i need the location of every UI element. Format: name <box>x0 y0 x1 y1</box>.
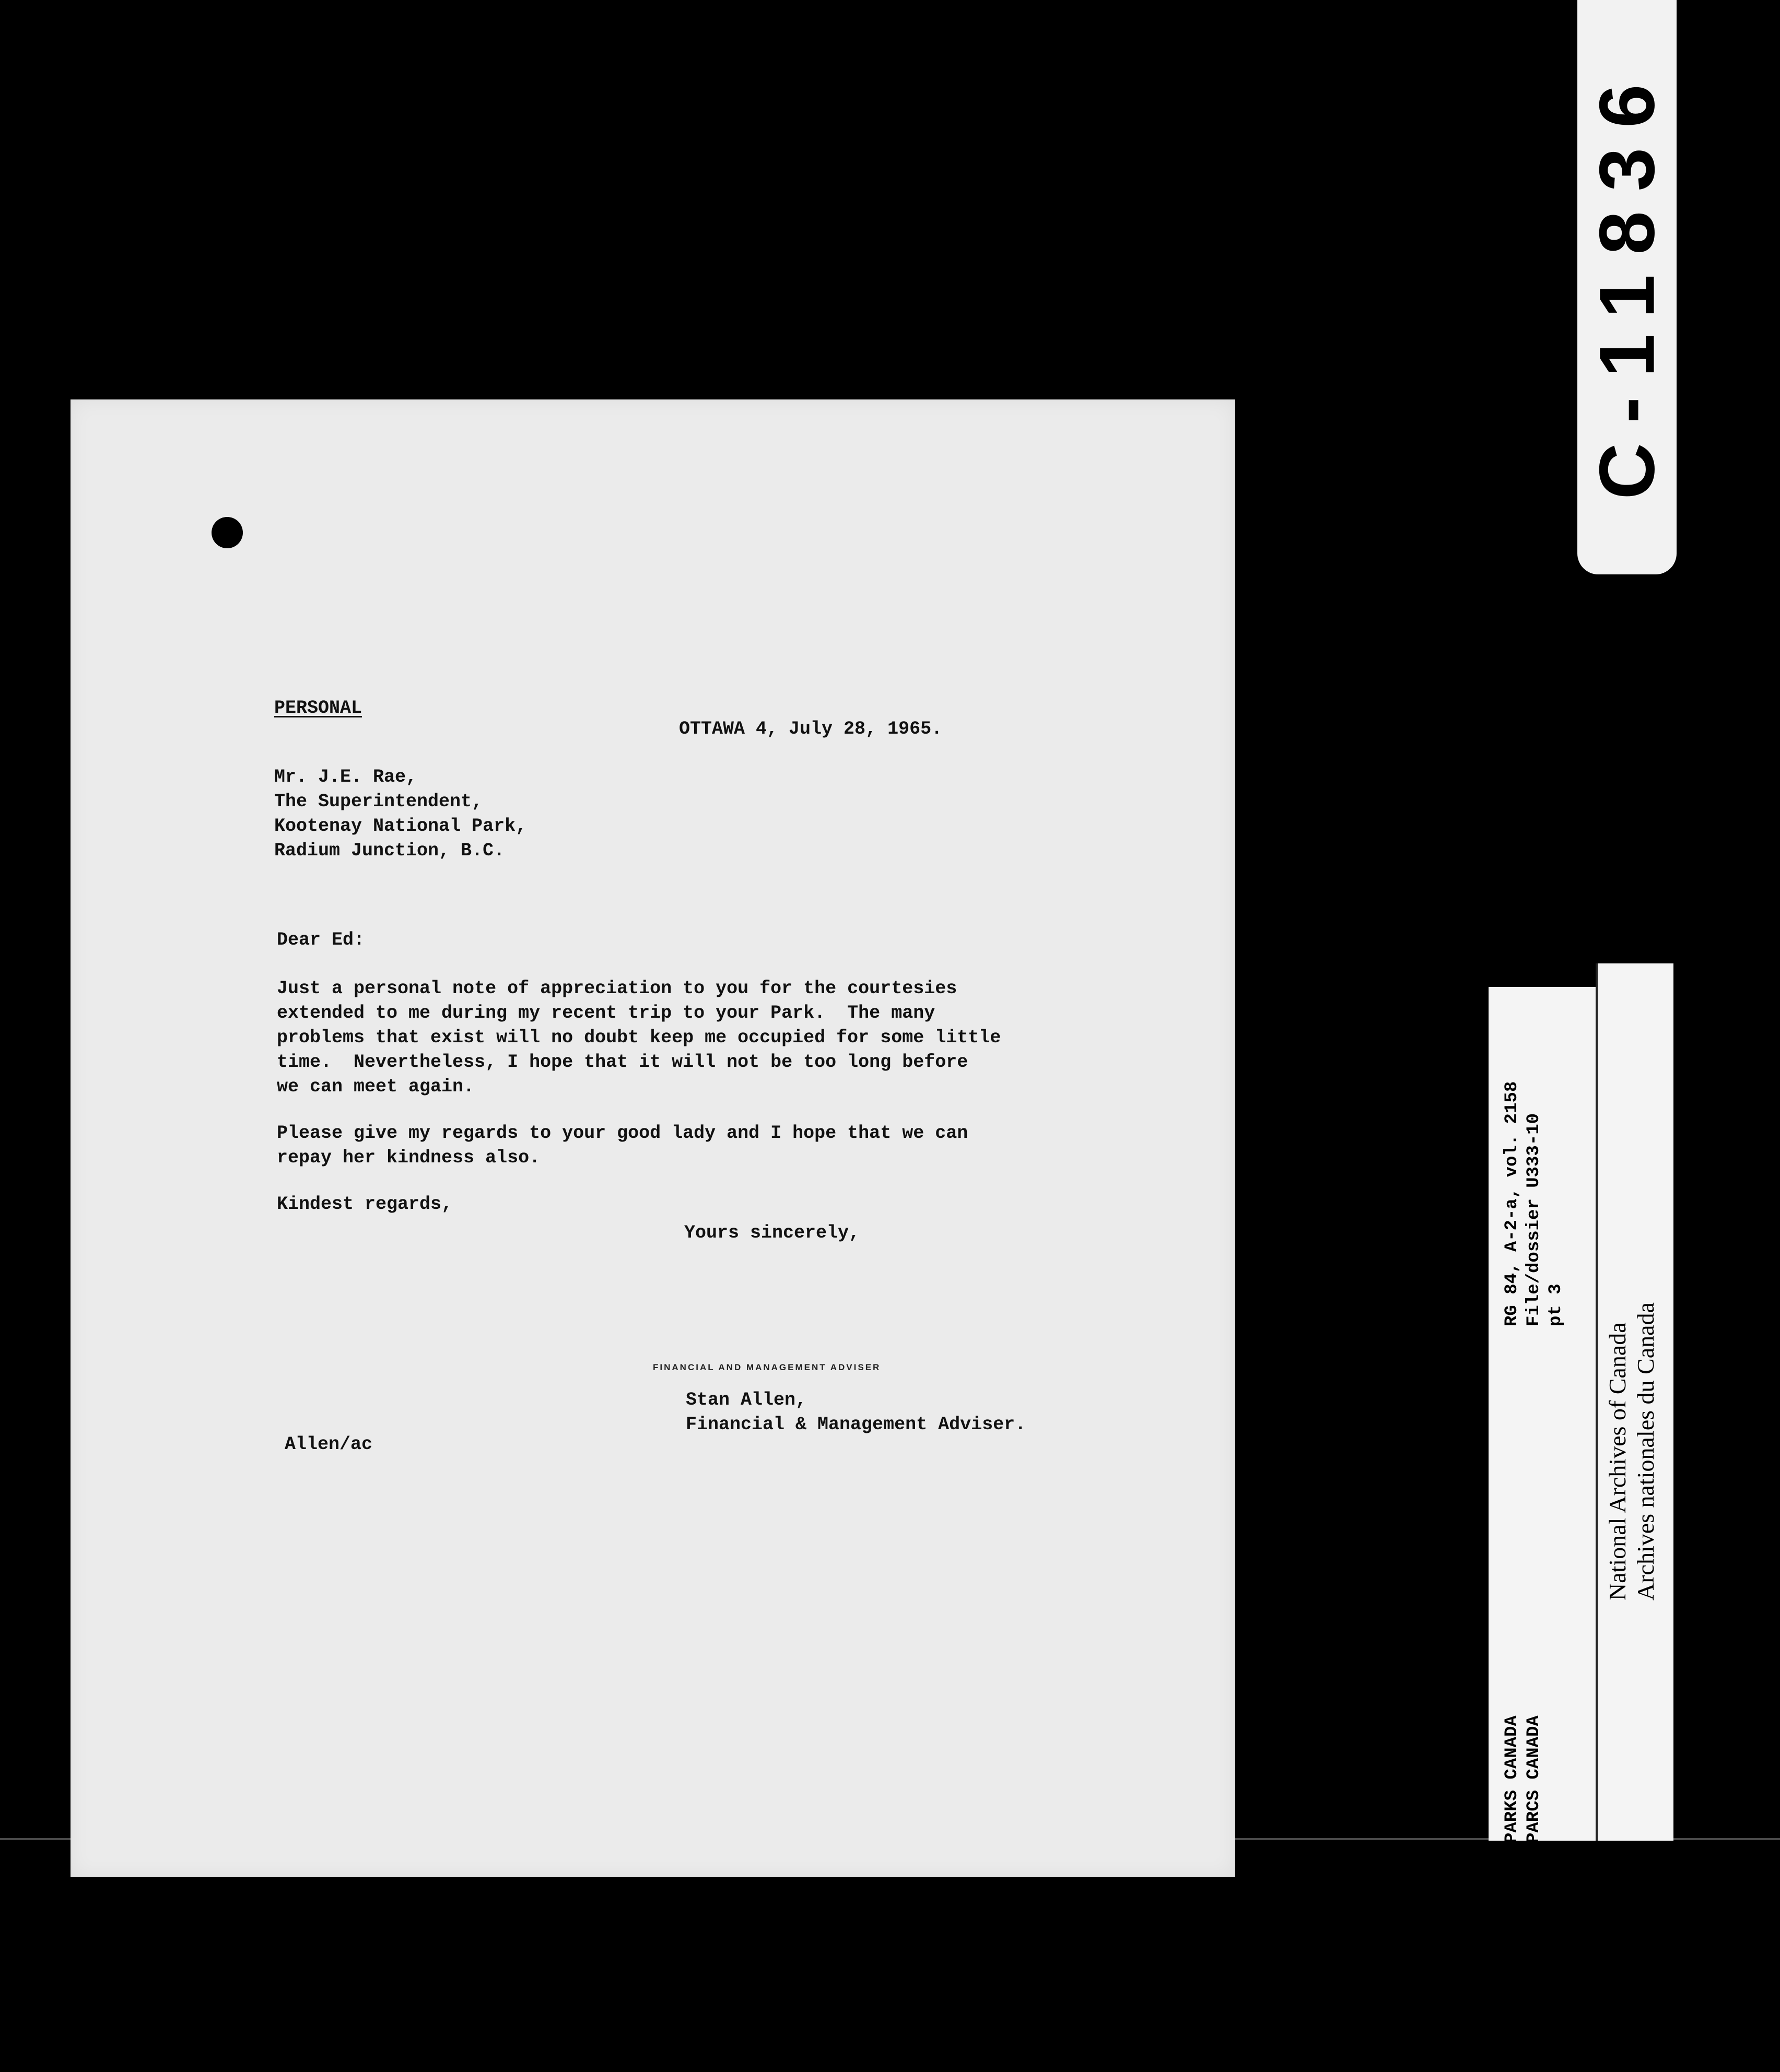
recipient-line: Mr. J.E. Rae, <box>274 767 417 787</box>
body-line: extended to me during my recent trip to your Park. The many <box>277 1003 935 1023</box>
part-reference: pt 3 <box>1546 1284 1566 1326</box>
body-line: Please give my regards to your good lady and I hope that we can <box>277 1123 968 1144</box>
agency-name-fr: PARCS CANADA <box>1524 1715 1544 1843</box>
body-line: Just a personal note of appreciation to you for the courtesies <box>277 978 957 999</box>
closing-regards: Kindest regards, <box>277 1194 453 1215</box>
signer-title: Financial & Management Adviser. <box>686 1414 1026 1435</box>
file-reference: File/dossier U333-10 <box>1524 1113 1544 1326</box>
archives-name-label <box>1596 963 1673 1841</box>
complimentary-close: Yours sincerely, <box>684 1222 860 1243</box>
body-line: problems that exist will no doubt keep me occupied for some little <box>277 1027 1001 1048</box>
reference-initials: Allen/ac <box>285 1434 373 1455</box>
agency-name-en: PARKS CANADA <box>1502 1715 1522 1843</box>
letter-dateline: OTTAWA 4, July 28, 1965. <box>679 719 943 739</box>
signature-stamp: FINANCIAL AND MANAGEMENT ADVISER <box>653 1362 881 1372</box>
archives-name-en: National Archives of Canada <box>1604 1322 1631 1600</box>
body-line: time. Nevertheless, I hope that it will not be too long before <box>277 1052 968 1073</box>
archives-name-fr: Archives nationales du Canada <box>1632 1302 1659 1600</box>
reel-number: C-11836 <box>1583 64 1671 500</box>
recipient-line: Radium Junction, B.C. <box>274 840 505 861</box>
record-group-reference: RG 84, A-2-a, vol. 2158 <box>1502 1081 1522 1326</box>
signer-name: Stan Allen, <box>686 1390 807 1410</box>
letter-page <box>71 399 1235 1877</box>
body-line: repay her kindness also. <box>277 1147 541 1168</box>
salutation: Dear Ed: <box>277 929 365 950</box>
recipient-line: The Superintendent, <box>274 791 483 812</box>
recipient-line: Kootenay National Park, <box>274 816 527 837</box>
archive-reference-label <box>1489 987 1596 1841</box>
letter-heading: PERSONAL <box>274 698 362 719</box>
body-line: we can meet again. <box>277 1076 475 1097</box>
punch-hole <box>212 517 243 548</box>
